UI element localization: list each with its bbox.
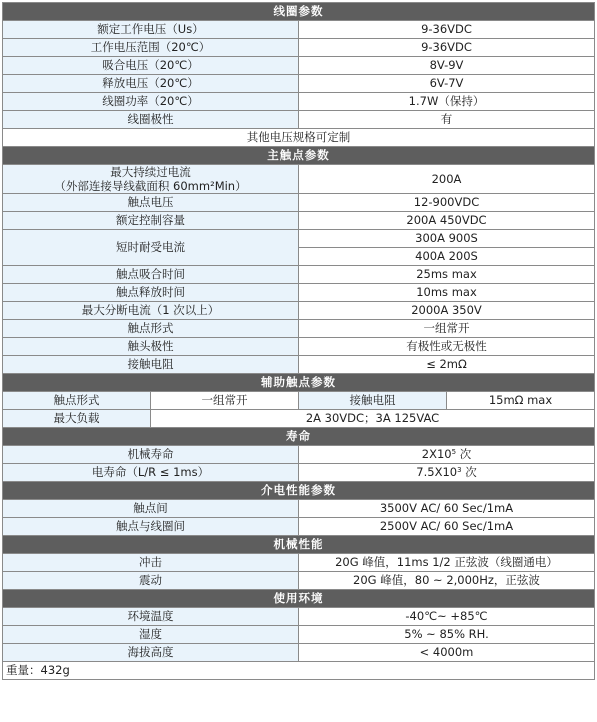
- spec-row-pickup-time: [3, 266, 595, 284]
- value-base: 2X10: [421, 447, 452, 461]
- row-value: 8V-9V: [299, 57, 595, 75]
- spec-row-release-time: [3, 284, 595, 302]
- spec-row-contact-to-coil: [3, 518, 595, 536]
- row-value: 300A 900S: [299, 230, 595, 248]
- row-label: 吸合电压（20℃）: [3, 57, 299, 75]
- row-label: 最大负载: [3, 410, 151, 428]
- row-label: 工作电压范围（20℃）: [3, 39, 299, 57]
- row-value: 有极性或无极性: [299, 338, 595, 356]
- row-label: 触点形式: [3, 320, 299, 338]
- row-label: 触点释放时间: [3, 284, 299, 302]
- spec-row-contact-polarity: [3, 338, 595, 356]
- row-label: 短时耐受电流: [3, 230, 299, 266]
- spec-row-coil-power: [3, 93, 595, 111]
- row-value: 一组常开: [299, 320, 595, 338]
- spec-row-release-voltage: [3, 75, 595, 93]
- section-header-aux-contact: [3, 374, 595, 392]
- row-value: 15mΩ max: [447, 392, 595, 410]
- row-value: 9-36VDC: [299, 21, 595, 39]
- row-label: 湿度: [3, 626, 299, 644]
- spec-note-row: [3, 129, 595, 147]
- row-value: 12-900VDC: [299, 194, 595, 212]
- row-value: 1.7W（保持）: [299, 93, 595, 111]
- row-label: 电寿命（L/R ≤ 1ms）: [3, 464, 299, 482]
- section-title: 辅助触点参数: [3, 374, 595, 392]
- spec-row-pickup-voltage: [3, 57, 595, 75]
- spec-row-coil-polarity: [3, 111, 595, 129]
- row-value: -40℃~ +85℃: [299, 608, 595, 626]
- section-title: 使用环境: [3, 590, 595, 608]
- spec-row-humidity: [3, 626, 595, 644]
- row-label: 触点吸合时间: [3, 266, 299, 284]
- spec-row-vibration: [3, 572, 595, 590]
- row-value: 2A 30VDC；3A 125VAC: [151, 410, 595, 428]
- row-label: 冲击: [3, 554, 299, 572]
- row-value: 400A 200S: [299, 248, 595, 266]
- weight-text: 重量：432g: [3, 662, 595, 680]
- row-label: 触点间: [3, 500, 299, 518]
- row-label: 触点形式: [3, 392, 151, 410]
- spec-row-aux-form: [3, 392, 595, 410]
- section-header-dielectric: [3, 482, 595, 500]
- weight-row: [3, 662, 595, 680]
- row-label: 额定工作电压（Us）: [3, 21, 299, 39]
- value-unit: 次: [456, 447, 472, 461]
- row-value: 有: [299, 111, 595, 129]
- row-label: 接触电阻: [299, 392, 447, 410]
- row-label: 触点电压: [3, 194, 299, 212]
- row-label: 接触电阻: [3, 356, 299, 374]
- row-value: 6V-7V: [299, 75, 595, 93]
- row-label: [3, 165, 299, 194]
- row-value: < 4000m: [299, 644, 595, 662]
- section-title: 寿命: [3, 428, 595, 446]
- spec-row-max-breaking: [3, 302, 595, 320]
- value-base: 7.5X10: [416, 465, 458, 479]
- section-header-mechanical: [3, 536, 595, 554]
- section-header-coil: [3, 3, 595, 21]
- section-header-main-contact: [3, 147, 595, 165]
- spec-row-max-current: [3, 165, 595, 194]
- row-label: 释放电压（20℃）: [3, 75, 299, 93]
- value-exponent: 5: [451, 448, 457, 456]
- spec-row-shock: [3, 554, 595, 572]
- section-title: 线圈参数: [3, 3, 595, 21]
- spec-row-aux-max-load: [3, 410, 595, 428]
- row-value: 20G 峰值，80 ~ 2,000Hz，正弦波: [299, 572, 595, 590]
- row-value: 2000A 350V: [299, 302, 595, 320]
- spec-row-contact-voltage: [3, 194, 595, 212]
- row-value: 200A: [299, 165, 595, 194]
- spec-row-contact-resistance: [3, 356, 595, 374]
- row-label: 触头极性: [3, 338, 299, 356]
- spec-table: [2, 2, 595, 680]
- section-title: 介电性能参数: [3, 482, 595, 500]
- spec-row-between-contacts: [3, 500, 595, 518]
- spec-row-electrical-life: [3, 464, 595, 482]
- spec-row-rated-capacity: [3, 212, 595, 230]
- spec-row-temperature: [3, 608, 595, 626]
- row-label-line1: 最大持续过电流: [110, 165, 191, 179]
- row-label: 额定控制容量: [3, 212, 299, 230]
- row-label: 环境温度: [3, 608, 299, 626]
- row-label: 海拔高度: [3, 644, 299, 662]
- row-label: 震动: [3, 572, 299, 590]
- section-title: 主触点参数: [3, 147, 595, 165]
- row-value: 20G 峰值，11ms 1/2 正弦波（线圈通电）: [299, 554, 595, 572]
- value-unit: 次: [461, 465, 477, 479]
- section-header-life: [3, 428, 595, 446]
- spec-row-short-time-current: [3, 230, 595, 248]
- row-value: 200A 450VDC: [299, 212, 595, 230]
- section-title: 机械性能: [3, 536, 595, 554]
- row-value: 2500V AC/ 60 Sec/1mA: [299, 518, 595, 536]
- section-header-environment: [3, 590, 595, 608]
- row-value: [299, 464, 595, 482]
- row-value: 25ms max: [299, 266, 595, 284]
- row-value: [299, 446, 595, 464]
- row-value: 10ms max: [299, 284, 595, 302]
- row-label: 机械寿命: [3, 446, 299, 464]
- row-label: 最大分断电流（1 次以上）: [3, 302, 299, 320]
- row-label: 触点与线圈间: [3, 518, 299, 536]
- row-value: 9-36VDC: [299, 39, 595, 57]
- spec-row-altitude: [3, 644, 595, 662]
- row-value: 一组常开: [151, 392, 299, 410]
- spec-row-voltage-range: [3, 39, 595, 57]
- spec-row-contact-form: [3, 320, 595, 338]
- custom-voltage-note: 其他电压规格可定制: [3, 129, 595, 147]
- spec-row-mechanical-life: [3, 446, 595, 464]
- row-value: ≤ 2mΩ: [299, 356, 595, 374]
- row-value: 5% ~ 85% RH.: [299, 626, 595, 644]
- value-exponent: 3: [457, 466, 462, 474]
- row-value: 3500V AC/ 60 Sec/1mA: [299, 500, 595, 518]
- row-label: 线圈极性: [3, 111, 299, 129]
- row-label: 线圈功率（20℃）: [3, 93, 299, 111]
- spec-row-rated-voltage: [3, 21, 595, 39]
- row-label-line2: （外部连接导线截面积 60mm²Min）: [54, 179, 247, 193]
